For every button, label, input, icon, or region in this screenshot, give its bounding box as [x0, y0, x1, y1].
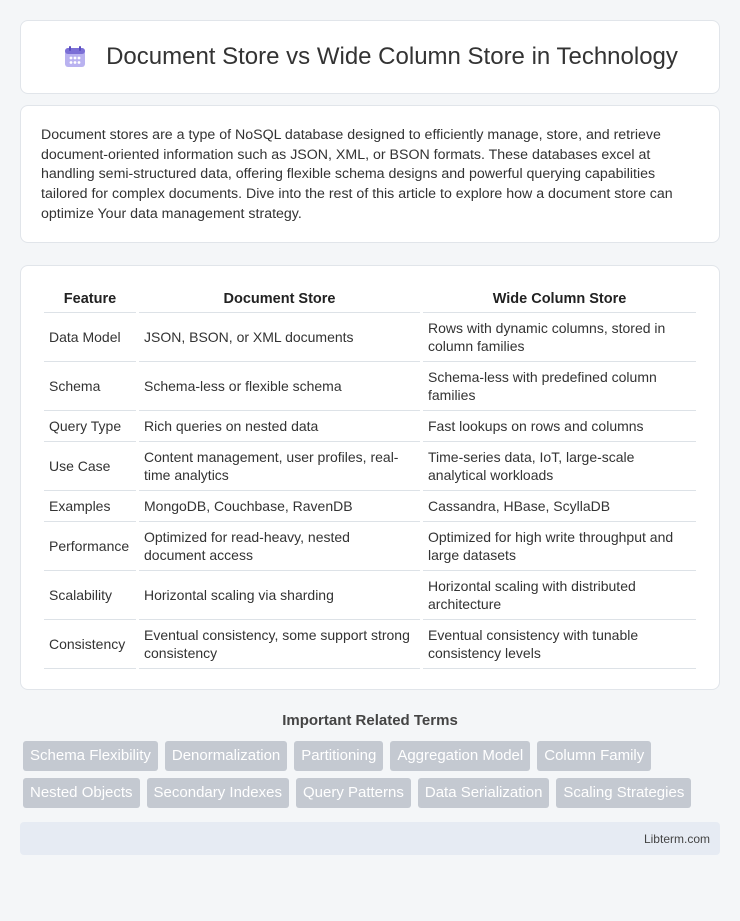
document-store-cell: Content management, user profiles, real-time analytics — [139, 442, 420, 491]
tag-scaling-strategies[interactable]: Scaling Strategies — [556, 778, 691, 808]
table-row — [44, 313, 696, 362]
table-row — [44, 362, 696, 411]
tag-denormalization[interactable]: Denormalization — [165, 741, 287, 771]
tag-partitioning[interactable]: Partitioning — [294, 741, 383, 771]
related-terms-title: Important Related Terms — [282, 712, 458, 729]
intro-card — [20, 105, 720, 243]
table-row — [44, 620, 696, 669]
footer — [20, 822, 720, 855]
document-store-cell: Optimized for read-heavy, nested document access — [139, 522, 420, 571]
document-store-cell: Horizontal scaling via sharding — [139, 571, 420, 620]
header-document-store: Document Store — [139, 286, 420, 313]
page-title: Document Store vs Wide Column Store in Technology — [106, 43, 678, 70]
document-store-cell: Eventual consistency, some support strong consistency — [139, 620, 420, 669]
table-row — [44, 522, 696, 571]
intro-paragraph: Document stores are a type of NoSQL database designed to efficiently manage, store, and retrieve document-oriented information such as JSON, XML, or BSON formats. These databases excel at handling semi-structured data, offering flexible schema designs and powerful querying capabilities tailored for complex documents. Dive into the rest of this article to explore how a document store can optimize Your data management strategy. — [41, 127, 673, 222]
document-store-cell: MongoDB, Couchbase, RavenDB — [139, 491, 420, 522]
feature-cell: Schema — [44, 362, 136, 411]
feature-cell: Consistency — [44, 620, 136, 669]
wide-column-cell: Eventual consistency with tunable consistency levels — [423, 620, 696, 669]
wide-column-cell: Time-series data, IoT, large-scale analytical workloads — [423, 442, 696, 491]
calendar-grid-icon — [62, 44, 88, 70]
document-store-cell: Rich queries on nested data — [139, 411, 420, 442]
feature-cell: Performance — [44, 522, 136, 571]
tag-column-family[interactable]: Column Family — [537, 741, 651, 771]
document-store-cell: JSON, BSON, or XML documents — [139, 313, 420, 362]
document-store-cell: Schema-less or flexible schema — [139, 362, 420, 411]
comparison-card — [20, 265, 720, 690]
title-card — [20, 20, 720, 94]
table-row — [44, 491, 696, 522]
footer-site-link[interactable]: Libterm.com — [643, 831, 710, 846]
header-feature: Feature — [44, 286, 136, 313]
wide-column-cell: Cassandra, HBase, ScyllaDB — [423, 491, 696, 522]
feature-cell: Examples — [44, 491, 136, 522]
table-header-row — [44, 286, 696, 313]
feature-cell: Scalability — [44, 571, 136, 620]
wide-column-cell: Schema-less with predefined column families — [423, 362, 696, 411]
tag-data-serialization[interactable]: Data Serialization — [418, 778, 550, 808]
tag-schema-flexibility[interactable]: Schema Flexibility — [23, 741, 158, 771]
tag-query-patterns[interactable]: Query Patterns — [296, 778, 411, 808]
feature-cell: Use Case — [44, 442, 136, 491]
wide-column-cell: Horizontal scaling with distributed architecture — [423, 571, 696, 620]
feature-cell: Data Model — [44, 313, 136, 362]
table-row — [44, 442, 696, 491]
wide-column-cell: Fast lookups on rows and columns — [423, 411, 696, 442]
comparison-table — [41, 286, 699, 669]
tag-nested-objects[interactable]: Nested Objects — [23, 778, 140, 808]
table-row — [44, 571, 696, 620]
wide-column-cell: Optimized for high write throughput and large datasets — [423, 522, 696, 571]
related-terms-list — [20, 741, 720, 808]
table-row — [44, 411, 696, 442]
tag-secondary-indexes[interactable]: Secondary Indexes — [147, 778, 289, 808]
feature-cell: Query Type — [44, 411, 136, 442]
tag-aggregation-model[interactable]: Aggregation Model — [390, 741, 530, 771]
wide-column-cell: Rows with dynamic columns, stored in column families — [423, 313, 696, 362]
header-wide-column-store: Wide Column Store — [423, 286, 696, 313]
